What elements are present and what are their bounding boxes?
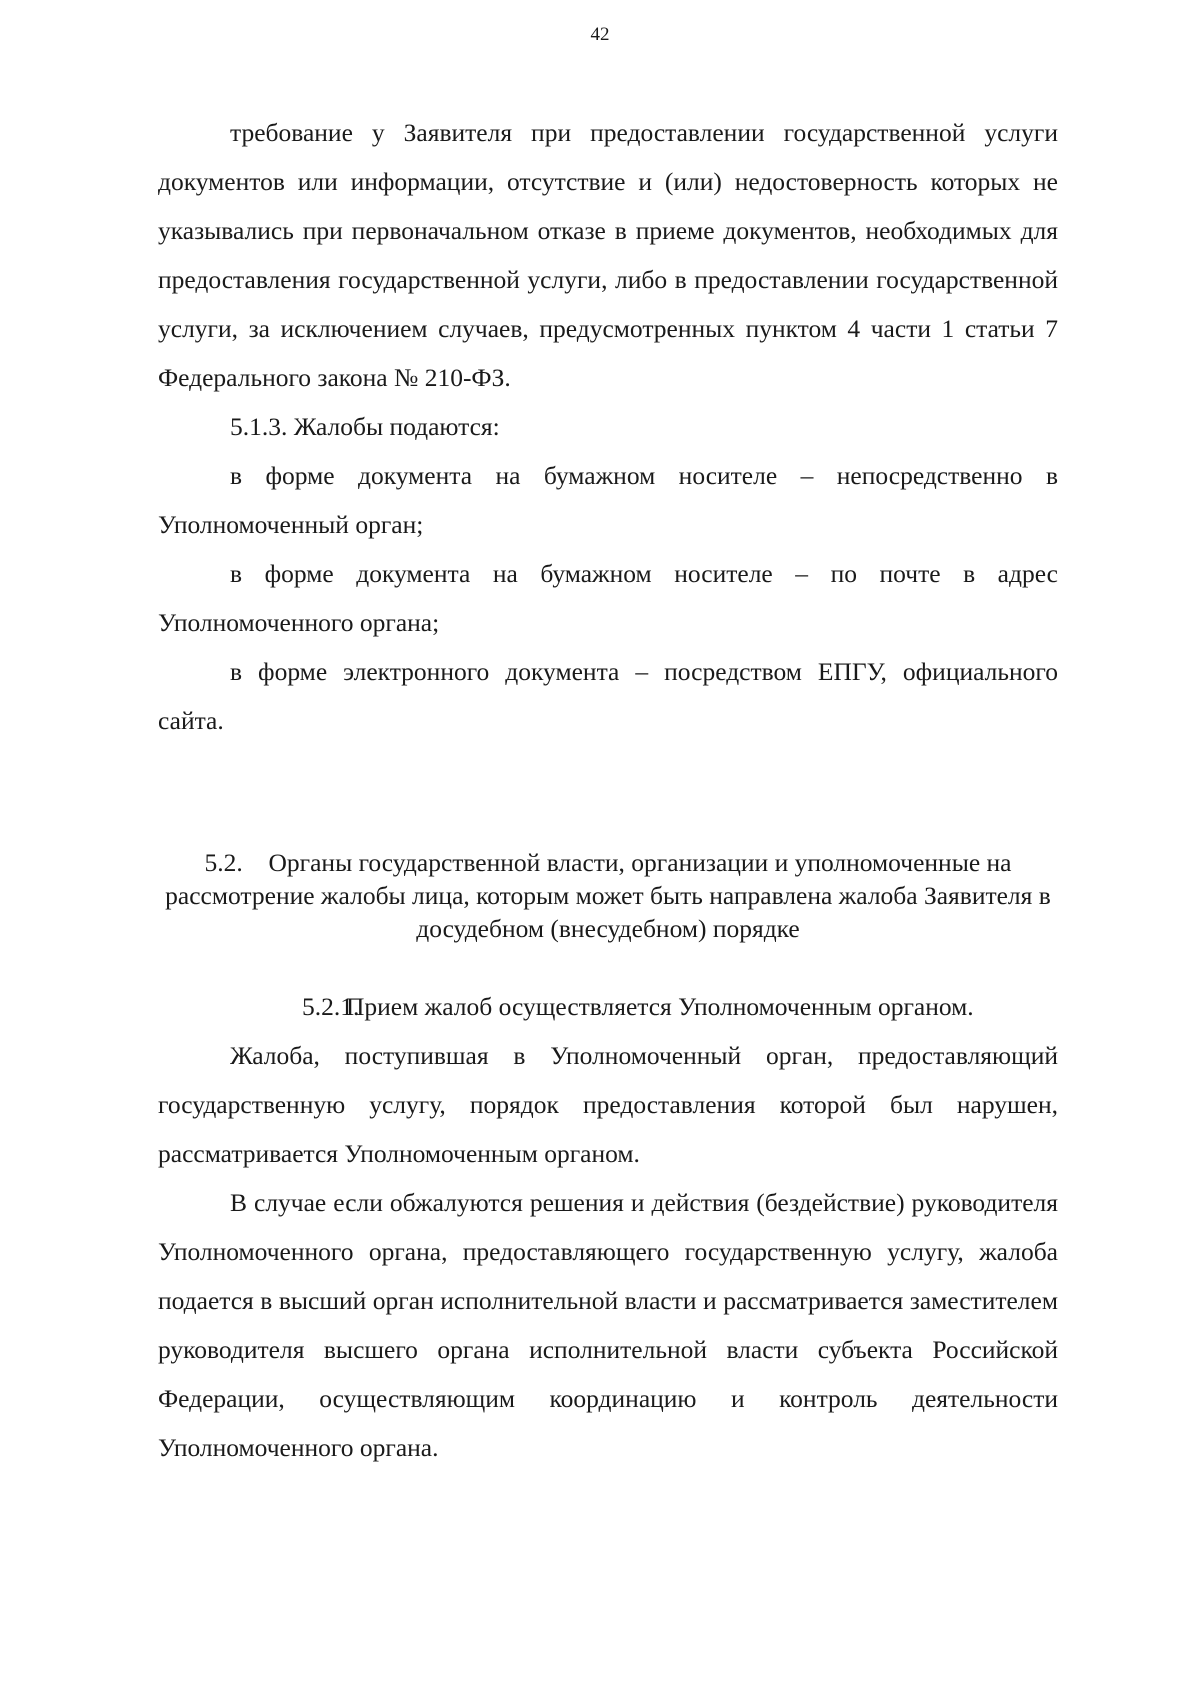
paragraph-paper-direct: в форме документа на бумажном носителе – непосредственно в Уполномоченный орган; bbox=[158, 461, 1058, 539]
paragraph-5-1-3: 5.1.3. Жалобы подаются: bbox=[230, 412, 500, 441]
item-text: Прием жалоб осуществляется Уполномоченным органом. bbox=[346, 992, 974, 1021]
section-number: 5.2. bbox=[204, 848, 243, 877]
paragraph-electronic: в форме электронного документа – посредством ЕПГУ, официального сайта. bbox=[158, 657, 1058, 735]
paragraph-appeal-head: В случае если обжалуются решения и действия (бездействие) руководителя Уполномоченного органа, предоставляющего государственную услугу, жалоба подается в высший орган исполнительной власти и рассматривается заместителем руководителя высшего органа исполнительной власти субъекта Российской Федерации, осуществляющим координацию и контроль деятельности Уполномоченного органа. bbox=[158, 1188, 1058, 1462]
paragraph-paper-mail: в форме документа на бумажном носителе – по почте в адрес Уполномоченного органа; bbox=[158, 559, 1058, 637]
paragraph-requirement: требование у Заявителя при предоставлении государственной услуги документов или информации, отсутствие и (или) недостоверность которых не указывались при первоначальном отказе в приеме документов, необходимых для предоставления государственной услуги, либо в предоставлении государственной услуги, за исключением случаев, предусмотренных пунктом 4 части 1 статьи 7 Федерального закона № 210-ФЗ. bbox=[158, 118, 1058, 392]
complaint-reception-section bbox=[158, 982, 1058, 1472]
section-heading-5-2 bbox=[158, 846, 1058, 945]
item-number: 5.2.1. bbox=[302, 992, 360, 1021]
paragraph-complaint-received: Жалоба, поступившая в Уполномоченный орган, предоставляющий государственную услугу, порядок предоставления которой был нарушен, рассматривается Уполномоченным органом. bbox=[158, 1041, 1058, 1168]
page-number: 42 bbox=[590, 24, 610, 45]
section-title: Органы государственной власти, организации и уполномоченные на рассмотрение жалобы лица, которым может быть направлена жалоба Заявителя в досудебном (внесудебном) порядке bbox=[165, 848, 1051, 943]
paragraph-5-2-1 bbox=[158, 982, 1058, 1031]
complaint-filing-section bbox=[158, 108, 1058, 745]
